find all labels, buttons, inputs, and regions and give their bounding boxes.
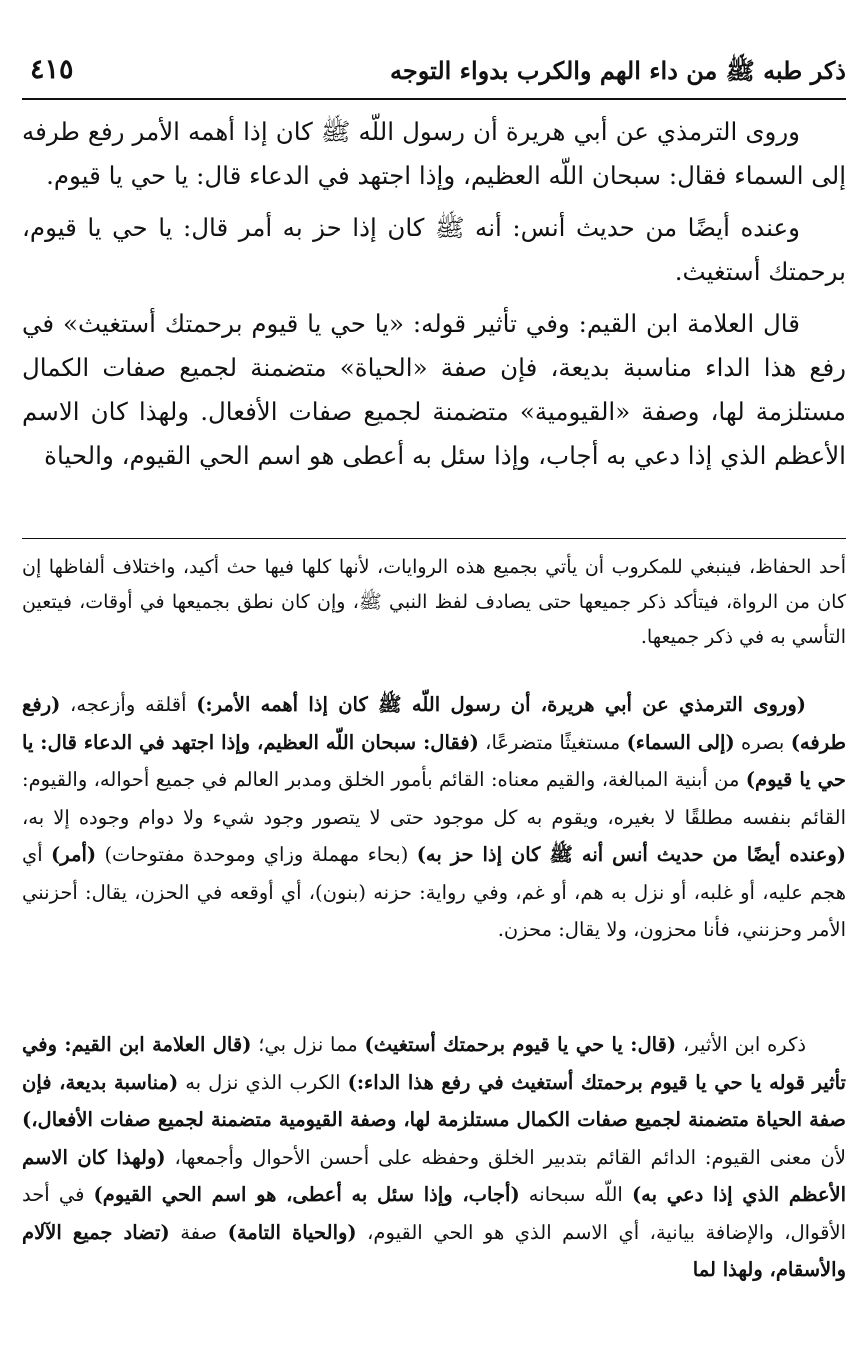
quoted-text: (تضاد جميع الآلام والأسقام، ولهذا لما: [22, 1220, 846, 1281]
quoted-text: (فقال: سبحان اللّه العظيم، وإذا اجتهد في الدعاء قال: يا حي يا قيوم): [22, 730, 846, 791]
running-title: ذكر طبه ﷺ من داء الهم والكرب بدواء التوجه: [390, 56, 846, 85]
main-paragraph: وعنده أيضًا من حديث أنس: أنه ﷺ كان إذا حز به أمر قال: يا حي يا قيوم، برحمتك أستغيث.: [22, 213, 846, 286]
explanation-text: في أحد الأقوال، والإضافة بيانية، أي الاسم الذي هو الحي القيوم،: [22, 1183, 847, 1244]
quoted-text: (إلى السماء): [626, 730, 735, 754]
explanation-text: اللّه سبحانه: [519, 1183, 632, 1206]
explanation-text: (بحاء مهملة وزاي وموحدة مفتوحات): [96, 843, 417, 866]
quoted-text: (ولهذا كان الاسم الأعظم الذي إذا دعي به): [22, 1145, 846, 1206]
explanation-text: بصره: [734, 730, 791, 754]
main-paragraph: وروى الترمذي عن أبي هريرة أن رسول اللّه ﷺ كان إذا أهمه الأمر رفع طرفه إلى السماء فقال: سبحان اللّه العظيم، وإذا اجتهد في الدعاء قال: يا حي يا قيوم.: [22, 117, 846, 190]
commentary-paragraph: [22, 1026, 846, 1289]
footnote-divider: [22, 538, 846, 539]
explanation-text: مما نزل بي؛: [251, 1033, 365, 1056]
explanation-text: صفة: [169, 1220, 228, 1244]
quoted-text: (أمر): [51, 843, 97, 866]
main-text: [22, 110, 846, 486]
quoted-text: (وعنده أيضًا من حديث أنس أنه ﷺ كان إذا حز به): [416, 843, 846, 866]
commentary-paragraph: [22, 686, 846, 949]
explanation-text: أقلقه وأزعجه،: [60, 693, 197, 716]
quoted-text: (أجاب، وإذا سئل به أعطى، هو اسم الحي القيوم): [93, 1183, 520, 1206]
explanation-text: من أبنية المبالغة، والقيم معناه: القائم بأمور الخلق ومدبر العالم في جميع أحواله، والقيوم: القائم بنفسه مطلقًا لا بغيره، ويقوم به كل موجود حتى لا يتصور وجود شيء ولا دوام وجوده إلا به،: [22, 768, 846, 829]
quoted-text: (رفع طرفه): [22, 693, 846, 754]
quoted-text: (وروى الترمذي عن أبي هريرة، أن رسول اللّه ﷺ كان إذا أهمه الأمر:): [196, 693, 806, 716]
quoted-text: (قال: يا حي يا قيوم برحمتك أستغيث): [364, 1033, 677, 1056]
explanation-text: أي هجم عليه، أو غلبه، أو نزل به هم، أو غم، وفي رواية: حزنه (بنون)، أي أوقعه في الحزن، يقال: أحزنني الأمر وحزنني، فأنا محزون، ولا يقال: محزن.: [22, 843, 846, 941]
explanation-text: الكرب الذي نزل به: [178, 1070, 348, 1094]
explanation-text: مستغيثًا متضرعًا،: [478, 730, 627, 754]
page-header: [22, 50, 846, 100]
main-paragraph: قال العلامة ابن القيم: وفي تأثير قوله: «يا حي يا قيوم برحمتك أستغيث» في رفع هذا الداء مناسبة بديعة، فإن صفة «الحياة» متضمنة لجميع صفات الكمال مستلزمة لها، وصفة «القيومية» متضمنة لجميع صفات الأفعال. ولهذا كان الاسم الأعظم الذي إذا دعي به أجاب، وإذا سئل به أعطى هو اسم الحي القيوم، والحياة: [22, 309, 846, 470]
explanation-text: لأن معنى القيوم: الدائم القائم بتدبير الخلق وحفظه على أحسن الأحوال وأجمعها،: [165, 1145, 846, 1169]
quoted-text: (قال العلامة ابن القيم: وفي تأثير قوله يا حي يا قيوم برحمتك أستغيث في رفع هذا الداء:): [22, 1033, 846, 1094]
commentary-block: [22, 1026, 846, 1289]
commentary-block: [22, 686, 846, 949]
explanation-text: ذكره ابن الأثير،: [676, 1033, 807, 1056]
quoted-text: (مناسبة بديعة، فإن صفة الحياة متضمنة لجميع صفات الكمال مستلزمة لها، وصفة القيومية متضمنة لجميع صفات الأفعال،): [22, 1070, 846, 1131]
page-number: ٤١٥: [30, 54, 74, 85]
footnote: أحد الحفاظ، فينبغي للمكروب أن يأتي بجميع هذه الروايات، لأنها كلها فيها حث أكيد، واختلاف ألفاظها إن كان من الرواة، فيتأكد ذكر جميعها حتى يصادف لفظ النبي ﷺ، وإن كان نطق بجميعها في أوقات، فيتعين التأسي به في ذكر جميعها.: [22, 556, 846, 648]
quoted-text: (والحياة التامة): [227, 1220, 357, 1244]
